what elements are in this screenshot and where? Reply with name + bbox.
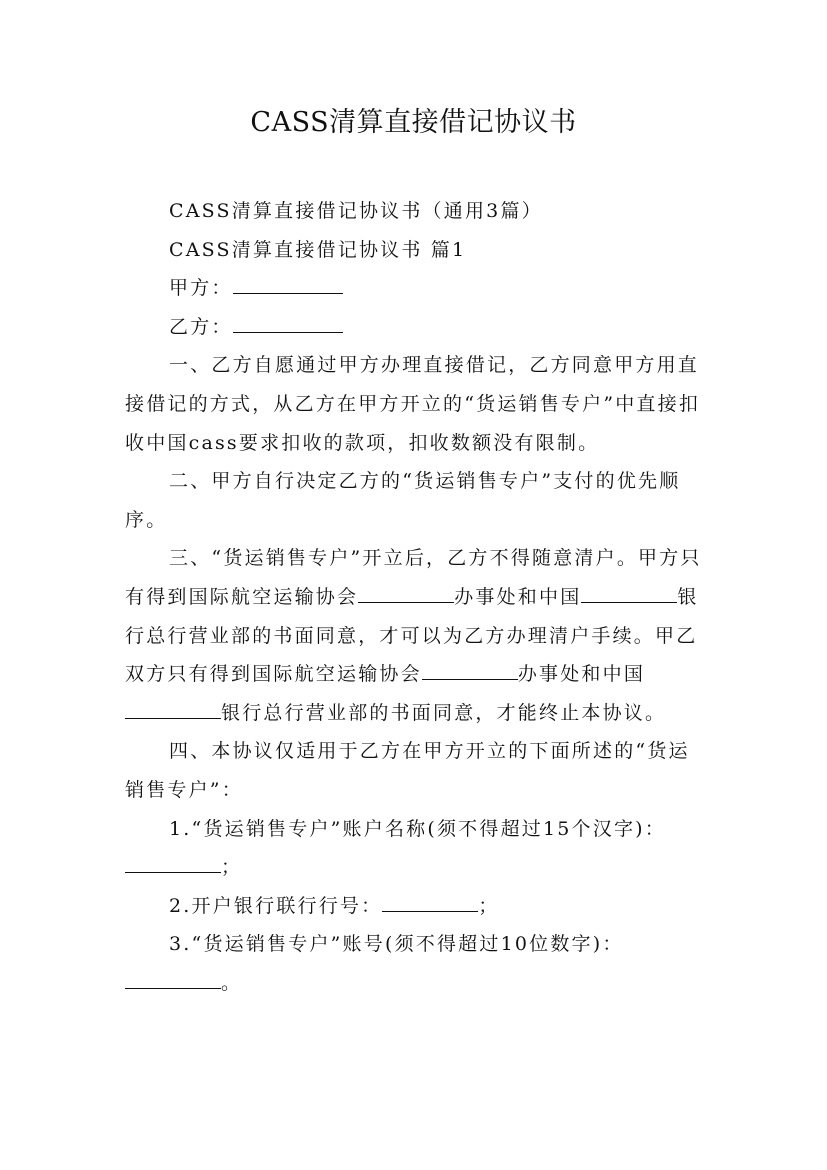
clause-1 — [125, 346, 705, 462]
clause-4-text: 四、本协议仅适用于乙方在甲方开立的下面所述的“货运销售专户”： — [125, 740, 690, 801]
clause-2-text: 二、甲方自行决定乙方的“货运销售专户”支付的优先顺序。 — [125, 470, 681, 531]
account-number-blank — [125, 966, 221, 989]
item-1 — [125, 810, 705, 887]
bank-name-blank-2 — [125, 696, 221, 719]
bank-name-blank-1 — [581, 580, 677, 603]
clause-3-text-4: 办事处和中国 — [517, 663, 646, 686]
item-1-label: 1.“货运销售专户”账户名称(须不得超过15个汉字)： — [169, 817, 666, 840]
section-heading: CASS清算直接借记协议书 篇1 — [169, 238, 467, 261]
document-subtitle: CASS清算直接借记协议书（通用3篇） — [169, 200, 543, 222]
clause-1-text: 一、乙方自愿通过甲方办理直接借记，乙方同意甲方用直接借记的方式，从乙方在甲方开立的“货运销售专户”中直接扣收中国cass要求扣收的款项，扣收数额没有限制。 — [125, 354, 701, 454]
item-3-end: 。 — [221, 971, 243, 994]
iata-office-blank-2 — [422, 657, 518, 680]
item-2 — [125, 887, 705, 926]
clause-3-text-1: 三、“货运销售专户”开立后，乙方不得随意清户。甲方只有得到国际航空运输协会 — [125, 547, 702, 608]
party-a-label: 甲方： — [169, 277, 233, 300]
item-1-end: ； — [221, 856, 243, 879]
party-b-line — [125, 308, 705, 347]
item-3-label: 3.“货运销售专户”账号(须不得超过10位数字)： — [169, 933, 624, 956]
clause-2 — [125, 462, 705, 539]
document-title: CASS清算直接借记协议书 — [250, 107, 577, 138]
document-body — [125, 192, 705, 1002]
bank-code-blank — [382, 889, 478, 912]
party-a-line — [125, 269, 705, 308]
clause-4 — [125, 732, 705, 809]
account-name-blank — [125, 850, 221, 873]
clause-3-text-3: 银行总行营业部的书面同意，才可以为乙方办理清户手续。甲乙双方只有得到国际航空运输协会 — [125, 585, 699, 686]
clause-3-text-2: 办事处和中国 — [454, 585, 582, 608]
clause-3-text-5: 银行总行营业部的书面同意，才能终止本协议。 — [221, 701, 667, 724]
party-b-blank — [233, 310, 343, 333]
clause-3 — [125, 539, 705, 732]
party-b-label: 乙方： — [169, 315, 233, 338]
item-2-end: ； — [478, 894, 500, 917]
party-a-blank — [233, 271, 343, 294]
item-2-label: 2.开户银行联行行号： — [169, 894, 383, 917]
item-3 — [125, 925, 705, 1002]
iata-office-blank-1 — [358, 580, 454, 603]
